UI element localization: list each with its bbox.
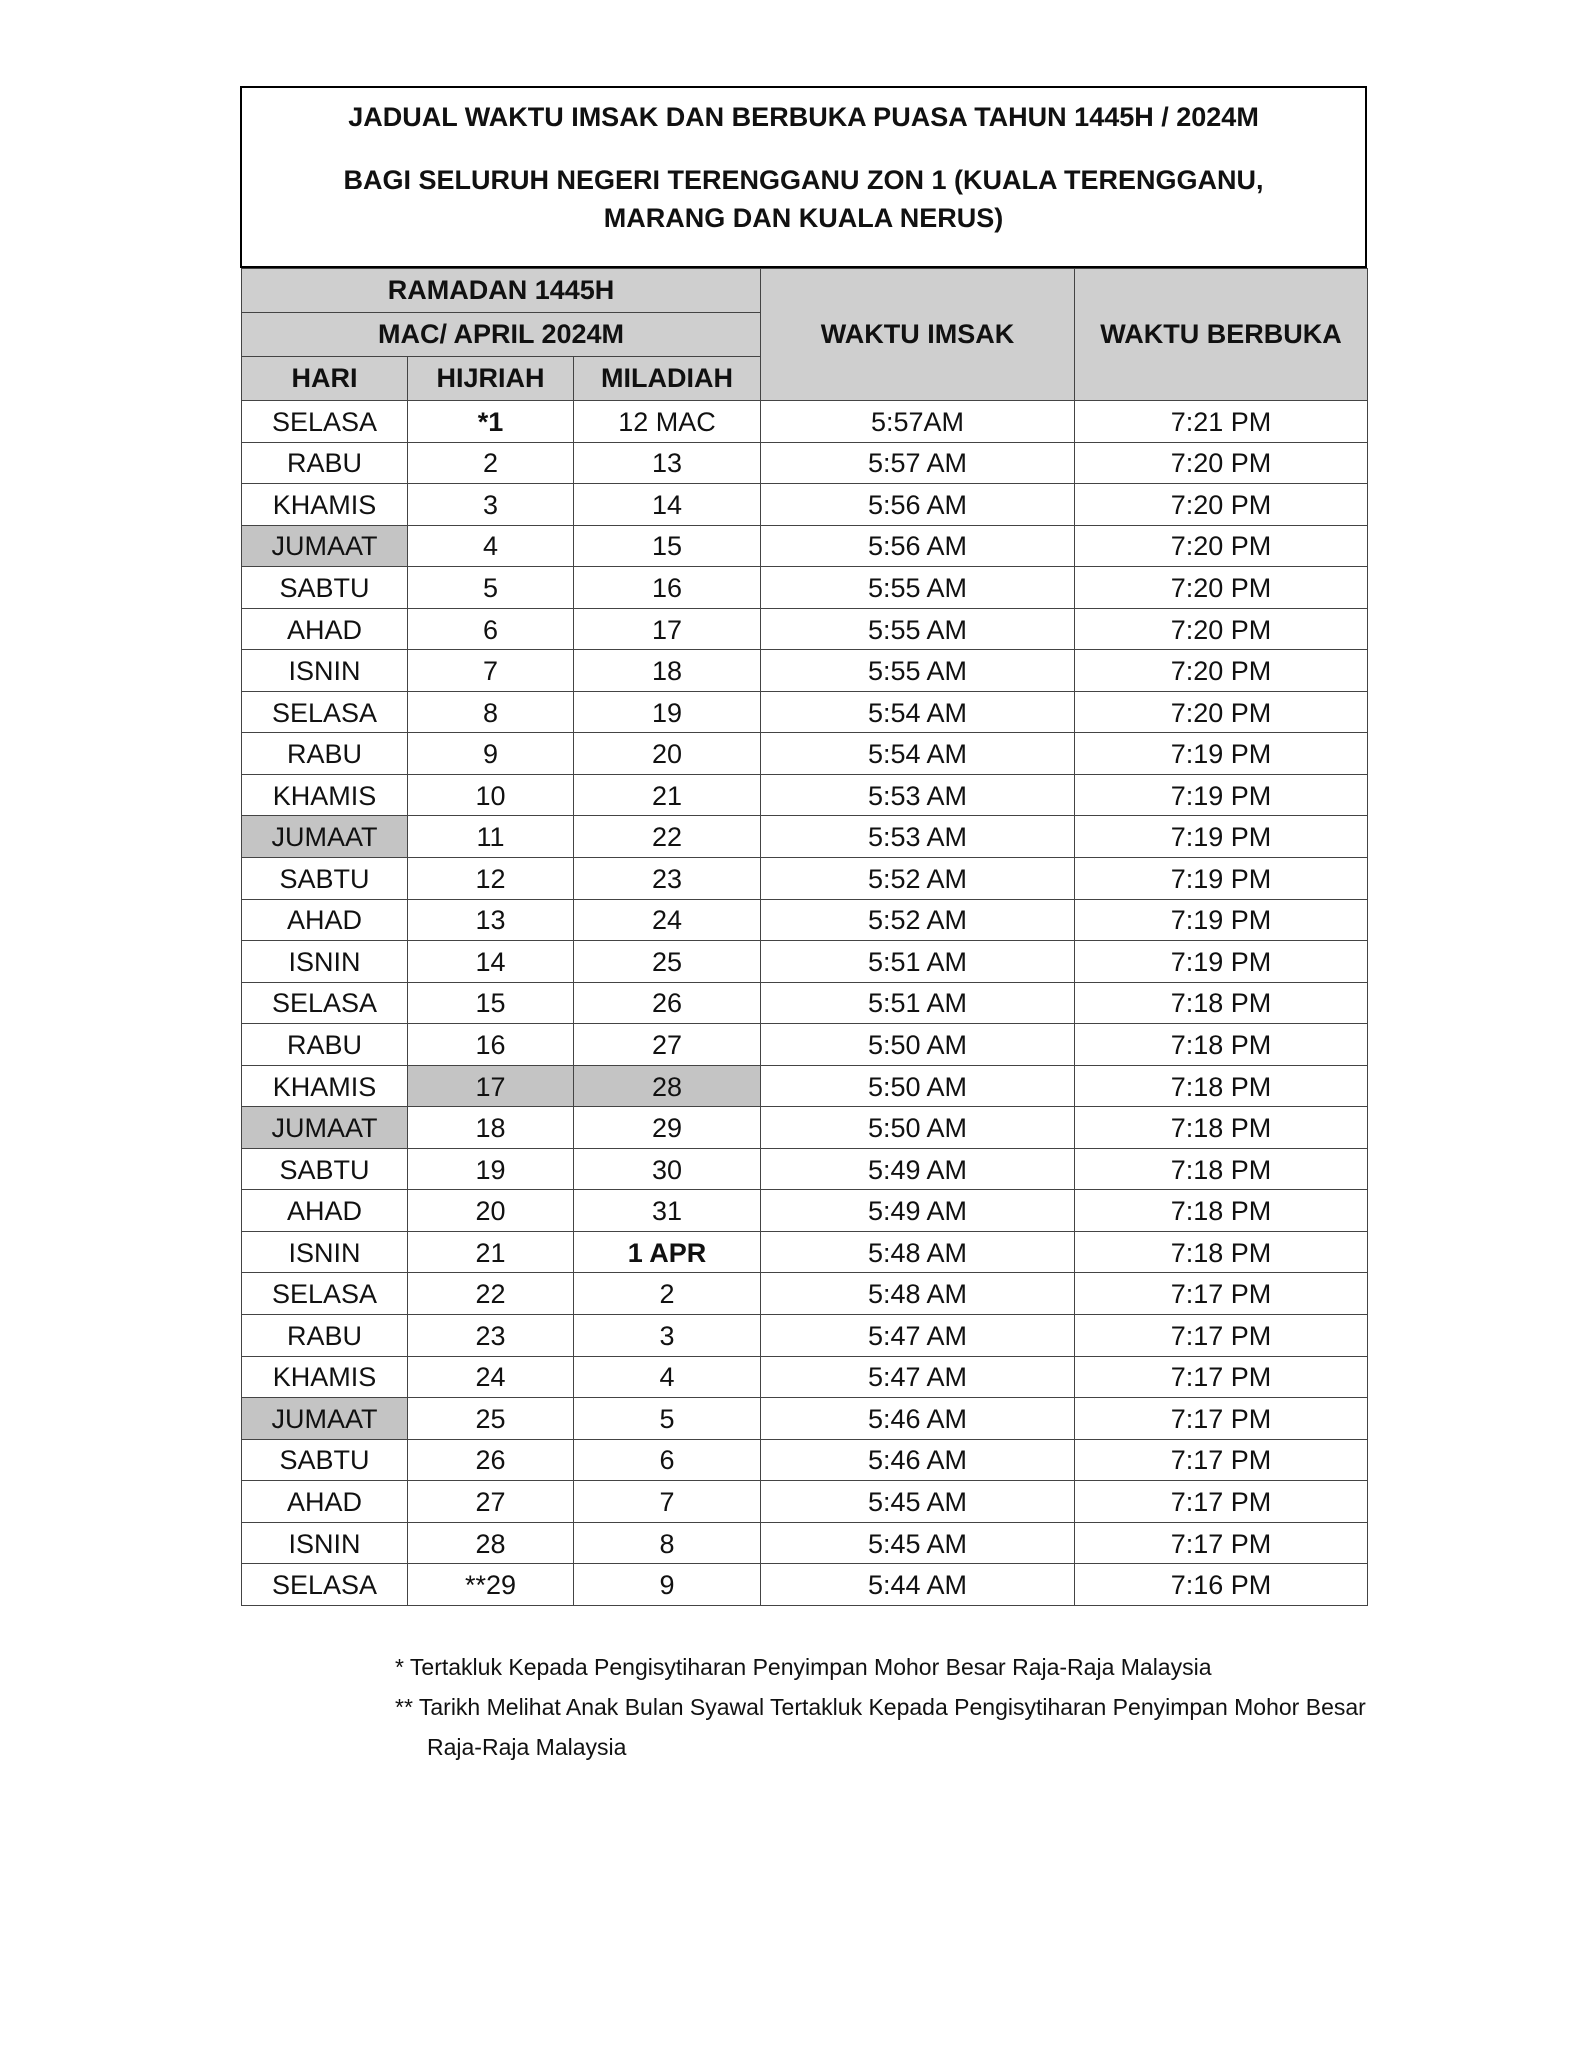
cell-hari: AHAD: [242, 1481, 408, 1523]
cell-hari: KHAMIS: [242, 1356, 408, 1398]
cell-berbuka: 7:19 PM: [1075, 733, 1368, 775]
table-row: [242, 733, 1368, 775]
cell-berbuka: 7:17 PM: [1075, 1481, 1368, 1523]
cell-imsak: 5:51 AM: [761, 982, 1075, 1024]
schedule-table: [241, 268, 1368, 1606]
table-row: [242, 691, 1368, 733]
cell-imsak: 5:48 AM: [761, 1231, 1075, 1273]
cell-miladiah: 31: [574, 1190, 761, 1232]
cell-hari: SELASA: [242, 1564, 408, 1606]
cell-imsak: 5:56 AM: [761, 525, 1075, 567]
cell-berbuka: 7:20 PM: [1075, 650, 1368, 692]
cell-miladiah: 20: [574, 733, 761, 775]
cell-miladiah: 12 MAC: [574, 401, 761, 443]
cell-imsak: 5:46 AM: [761, 1398, 1075, 1440]
cell-berbuka: 7:18 PM: [1075, 1231, 1368, 1273]
table-row: [242, 1148, 1368, 1190]
cell-hari: SABTU: [242, 858, 408, 900]
cell-hijriah: 22: [408, 1273, 574, 1315]
cell-hari: ISNIN: [242, 650, 408, 692]
cell-imsak: 5:44 AM: [761, 1564, 1075, 1606]
cell-hari: ISNIN: [242, 941, 408, 983]
cell-miladiah: 5: [574, 1398, 761, 1440]
cell-hijriah: **29: [408, 1564, 574, 1606]
cell-miladiah: 13: [574, 442, 761, 484]
cell-hijriah: 27: [408, 1481, 574, 1523]
cell-miladiah: 27: [574, 1024, 761, 1066]
cell-berbuka: 7:16 PM: [1075, 1564, 1368, 1606]
table-row: [242, 1522, 1368, 1564]
cell-hijriah: 15: [408, 982, 574, 1024]
cell-imsak: 5:45 AM: [761, 1481, 1075, 1523]
table-row: [242, 1190, 1368, 1232]
table-row: [242, 1398, 1368, 1440]
cell-imsak: 5:49 AM: [761, 1190, 1075, 1232]
cell-berbuka: 7:20 PM: [1075, 567, 1368, 609]
cell-berbuka: 7:19 PM: [1075, 899, 1368, 941]
footnotes: [395, 1647, 1375, 1767]
cell-miladiah: 24: [574, 899, 761, 941]
cell-hijriah: 16: [408, 1024, 574, 1066]
table-row: [242, 1439, 1368, 1481]
table-row: [242, 567, 1368, 609]
cell-hari: SABTU: [242, 1439, 408, 1481]
cell-imsak: 5:55 AM: [761, 608, 1075, 650]
cell-imsak: 5:54 AM: [761, 733, 1075, 775]
table-row: [242, 1315, 1368, 1357]
cell-berbuka: 7:19 PM: [1075, 941, 1368, 983]
cell-imsak: 5:57AM: [761, 401, 1075, 443]
cell-berbuka: 7:20 PM: [1075, 691, 1368, 733]
cell-berbuka: 7:18 PM: [1075, 1065, 1368, 1107]
cell-hijriah: 13: [408, 899, 574, 941]
cell-berbuka: 7:18 PM: [1075, 1190, 1368, 1232]
cell-berbuka: 7:19 PM: [1075, 816, 1368, 858]
cell-berbuka: 7:20 PM: [1075, 608, 1368, 650]
cell-berbuka: 7:18 PM: [1075, 1148, 1368, 1190]
cell-imsak: 5:51 AM: [761, 941, 1075, 983]
cell-hijriah: 23: [408, 1315, 574, 1357]
cell-imsak: 5:49 AM: [761, 1148, 1075, 1190]
cell-hijriah: 17: [408, 1065, 574, 1107]
cell-imsak: 5:47 AM: [761, 1356, 1075, 1398]
cell-imsak: 5:50 AM: [761, 1065, 1075, 1107]
cell-hari: SELASA: [242, 401, 408, 443]
month-header: MAC/ APRIL 2024M: [242, 313, 761, 357]
cell-hari: SABTU: [242, 567, 408, 609]
cell-miladiah: 18: [574, 650, 761, 692]
cell-miladiah: 21: [574, 774, 761, 816]
cell-imsak: 5:48 AM: [761, 1273, 1075, 1315]
cell-imsak: 5:45 AM: [761, 1522, 1075, 1564]
table-row: [242, 816, 1368, 858]
cell-hijriah: 25: [408, 1398, 574, 1440]
cell-hijriah: 19: [408, 1148, 574, 1190]
table-row: [242, 1231, 1368, 1273]
cell-miladiah: 29: [574, 1107, 761, 1149]
miladiah-header: MILADIAH: [574, 357, 761, 401]
cell-miladiah: 3: [574, 1315, 761, 1357]
table-row: [242, 982, 1368, 1024]
cell-hari: RABU: [242, 1315, 408, 1357]
cell-miladiah: 4: [574, 1356, 761, 1398]
cell-berbuka: 7:18 PM: [1075, 1024, 1368, 1066]
table-row: [242, 1273, 1368, 1315]
cell-imsak: 5:53 AM: [761, 774, 1075, 816]
footnote-1: * Tertakluk Kepada Pengisytiharan Penyimpan Mohor Besar Raja-Raja Malaysia: [395, 1654, 1212, 1680]
cell-hijriah: 10: [408, 774, 574, 816]
cell-miladiah: 1 APR: [574, 1231, 761, 1273]
cell-hijriah: 7: [408, 650, 574, 692]
cell-hijriah: 9: [408, 733, 574, 775]
cell-hari: AHAD: [242, 608, 408, 650]
cell-berbuka: 7:19 PM: [1075, 858, 1368, 900]
table-row: [242, 1107, 1368, 1149]
table-row: [242, 1481, 1368, 1523]
hijriah-header: HIJRIAH: [408, 357, 574, 401]
cell-berbuka: 7:17 PM: [1075, 1398, 1368, 1440]
cell-miladiah: 16: [574, 567, 761, 609]
cell-hijriah: 5: [408, 567, 574, 609]
table-row: [242, 442, 1368, 484]
cell-hari: RABU: [242, 733, 408, 775]
cell-hijriah: 2: [408, 442, 574, 484]
cell-imsak: 5:47 AM: [761, 1315, 1075, 1357]
cell-hari: JUMAAT: [242, 1398, 408, 1440]
cell-miladiah: 9: [574, 1564, 761, 1606]
cell-imsak: 5:52 AM: [761, 858, 1075, 900]
cell-miladiah: 19: [574, 691, 761, 733]
cell-berbuka: 7:19 PM: [1075, 774, 1368, 816]
berbuka-header: WAKTU BERBUKA: [1075, 269, 1368, 401]
footnote-2: ** Tarikh Melihat Anak Bulan Syawal Tertakluk Kepada Pengisytiharan Penyimpan Mohor Besar: [395, 1694, 1366, 1720]
cell-hari: KHAMIS: [242, 484, 408, 526]
cell-hari: ISNIN: [242, 1522, 408, 1564]
cell-hari: JUMAAT: [242, 816, 408, 858]
cell-hijriah: 26: [408, 1439, 574, 1481]
cell-imsak: 5:50 AM: [761, 1024, 1075, 1066]
cell-berbuka: 7:18 PM: [1075, 982, 1368, 1024]
cell-imsak: 5:56 AM: [761, 484, 1075, 526]
cell-hijriah: 6: [408, 608, 574, 650]
cell-hari: SELASA: [242, 982, 408, 1024]
cell-miladiah: 14: [574, 484, 761, 526]
cell-berbuka: 7:17 PM: [1075, 1356, 1368, 1398]
cell-berbuka: 7:17 PM: [1075, 1439, 1368, 1481]
cell-miladiah: 28: [574, 1065, 761, 1107]
table-row: [242, 1065, 1368, 1107]
cell-hari: KHAMIS: [242, 1065, 408, 1107]
cell-berbuka: 7:17 PM: [1075, 1273, 1368, 1315]
cell-hijriah: 3: [408, 484, 574, 526]
cell-hijriah: 24: [408, 1356, 574, 1398]
cell-miladiah: 8: [574, 1522, 761, 1564]
imsak-header: WAKTU IMSAK: [761, 269, 1075, 401]
footnote-2-continued: Raja-Raja Malaysia: [427, 1734, 627, 1760]
cell-hijriah: 11: [408, 816, 574, 858]
cell-hijriah: 8: [408, 691, 574, 733]
cell-berbuka: 7:20 PM: [1075, 484, 1368, 526]
cell-hijriah: 14: [408, 941, 574, 983]
cell-hari: RABU: [242, 1024, 408, 1066]
table-row: [242, 858, 1368, 900]
table-row: [242, 608, 1368, 650]
cell-imsak: 5:53 AM: [761, 816, 1075, 858]
hari-header: HARI: [242, 357, 408, 401]
cell-imsak: 5:46 AM: [761, 1439, 1075, 1481]
table-row: [242, 1564, 1368, 1606]
cell-hari: KHAMIS: [242, 774, 408, 816]
cell-miladiah: 2: [574, 1273, 761, 1315]
cell-miladiah: 25: [574, 941, 761, 983]
table-row: [242, 941, 1368, 983]
cell-miladiah: 17: [574, 608, 761, 650]
cell-hari: JUMAAT: [242, 525, 408, 567]
table-row: [242, 774, 1368, 816]
cell-imsak: 5:50 AM: [761, 1107, 1075, 1149]
cell-berbuka: 7:17 PM: [1075, 1315, 1368, 1357]
table-row: [242, 484, 1368, 526]
table-row: [242, 401, 1368, 443]
cell-hijriah: 20: [408, 1190, 574, 1232]
cell-hari: SELASA: [242, 1273, 408, 1315]
cell-hari: ISNIN: [242, 1231, 408, 1273]
cell-miladiah: 7: [574, 1481, 761, 1523]
ramadan-header: RAMADAN 1445H: [242, 269, 761, 313]
cell-hijriah: 12: [408, 858, 574, 900]
cell-hari: SABTU: [242, 1148, 408, 1190]
cell-miladiah: 26: [574, 982, 761, 1024]
cell-hijriah: 21: [408, 1231, 574, 1273]
cell-hari: JUMAAT: [242, 1107, 408, 1149]
cell-hari: RABU: [242, 442, 408, 484]
table-row: [242, 1356, 1368, 1398]
cell-imsak: 5:55 AM: [761, 650, 1075, 692]
cell-hijriah: 18: [408, 1107, 574, 1149]
cell-miladiah: 22: [574, 816, 761, 858]
page-subtitle: BAGI SELURUH NEGERI TERENGGANU ZON 1 (KUALA TERENGGANU, MARANG DAN KUALA NERUS): [343, 165, 1264, 233]
cell-hijriah: *1: [408, 401, 574, 443]
cell-hari: AHAD: [242, 899, 408, 941]
cell-imsak: 5:54 AM: [761, 691, 1075, 733]
cell-hari: SELASA: [242, 691, 408, 733]
cell-imsak: 5:52 AM: [761, 899, 1075, 941]
cell-miladiah: 6: [574, 1439, 761, 1481]
title-box: [240, 86, 1367, 268]
cell-berbuka: 7:18 PM: [1075, 1107, 1368, 1149]
cell-miladiah: 23: [574, 858, 761, 900]
table-row: [242, 650, 1368, 692]
cell-berbuka: 7:20 PM: [1075, 525, 1368, 567]
cell-imsak: 5:57 AM: [761, 442, 1075, 484]
table-row: [242, 1024, 1368, 1066]
cell-imsak: 5:55 AM: [761, 567, 1075, 609]
cell-hijriah: 28: [408, 1522, 574, 1564]
schedule-rows: [242, 401, 1368, 1606]
table-row: [242, 525, 1368, 567]
cell-berbuka: 7:17 PM: [1075, 1522, 1368, 1564]
table-row: [242, 899, 1368, 941]
page-title: JADUAL WAKTU IMSAK DAN BERBUKA PUASA TAHUN 1445H / 2024M: [348, 102, 1259, 132]
cell-hijriah: 4: [408, 525, 574, 567]
cell-berbuka: 7:21 PM: [1075, 401, 1368, 443]
cell-miladiah: 30: [574, 1148, 761, 1190]
cell-miladiah: 15: [574, 525, 761, 567]
cell-hari: AHAD: [242, 1190, 408, 1232]
cell-berbuka: 7:20 PM: [1075, 442, 1368, 484]
